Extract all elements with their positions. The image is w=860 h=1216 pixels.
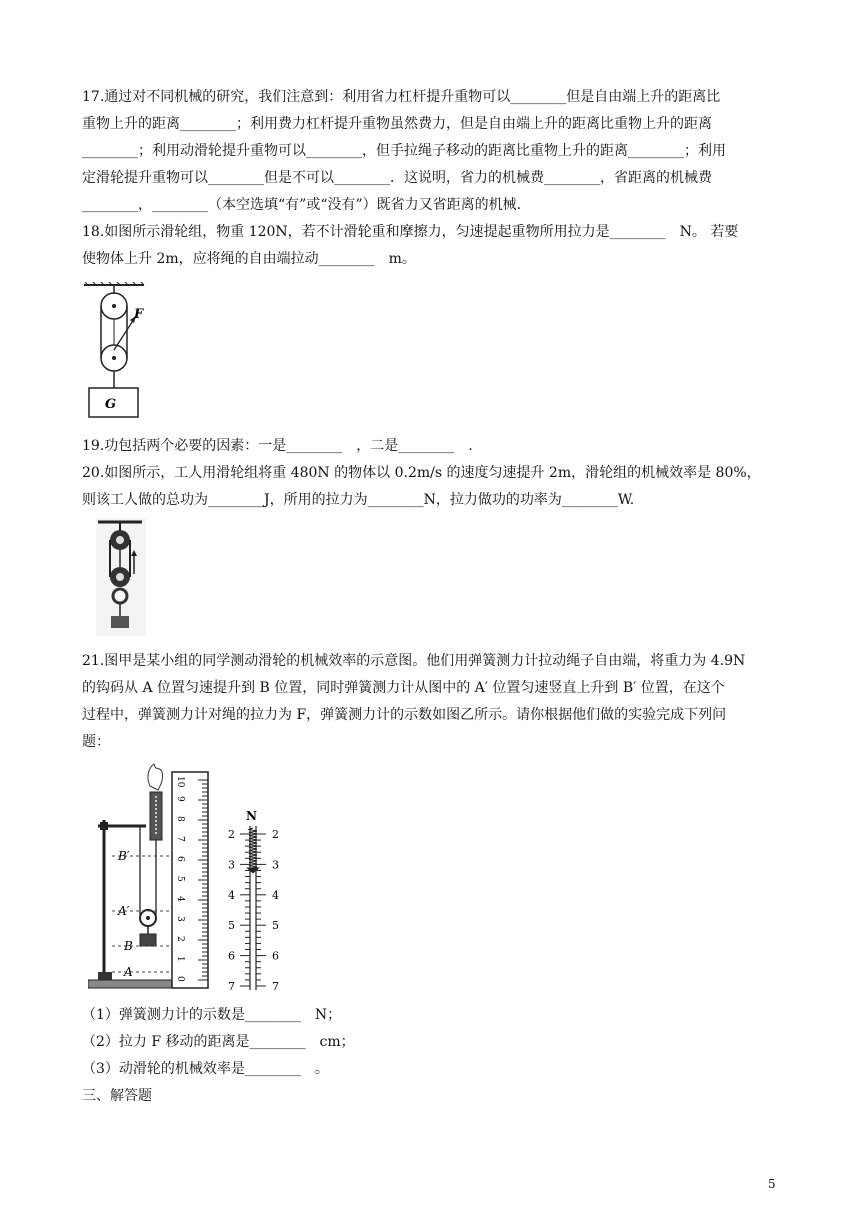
ruler-tick-label: 8 (175, 816, 185, 822)
question-20 (82, 460, 782, 514)
hand-icon (148, 764, 163, 790)
q21-sub-1: （1）弹簧测力计的示数是________ N； (82, 1007, 342, 1023)
question-21 (82, 648, 782, 756)
q21-line-3: 过程中，弹簧测力计对绳的拉力为 F，弹簧测力计的示数如图乙所示。请你根据他们做的实验完成下列问 (82, 707, 727, 723)
page-number: 5 (768, 1177, 776, 1191)
hook-weight (140, 934, 156, 946)
question-19 (82, 433, 782, 460)
q20-line-1: 20.如图所示，工人用滑轮组将重 480N 的物体以 0.2m/s 的速度匀速提升 2m，滑轮组的机械效率是 80%， (82, 465, 761, 481)
q17-line-4: 定滑轮提升重物可以________但是不可以________．这说明，省力的机械费________，省距离的机械费 (82, 170, 712, 186)
q18-pulley-figure (84, 282, 154, 418)
q20-line-2: 则该工人做的总功为________J，所用的拉力为________N，拉力做功的功率为________W. (82, 492, 635, 508)
meter-tick-label: 2 (228, 828, 235, 841)
label-b-prime: B′ (118, 849, 130, 863)
meter-tick-label: 2 (272, 828, 279, 841)
weight-label: G (105, 397, 117, 412)
q18-line-2: 使物体上升 2m，应将绳的自由端拉动________ m。 (82, 251, 416, 267)
ruler-tick-label: 10 (175, 776, 185, 788)
ruler-tick-label: 5 (175, 876, 185, 882)
meter-tick-label: 5 (228, 919, 235, 933)
ruler-tick-label: 3 (175, 916, 185, 922)
label-b: B (124, 939, 133, 953)
q21-sub-3: （3）动滑轮的机械效率是________ 。 (82, 1061, 329, 1077)
load-block (111, 616, 129, 628)
ruler-tick-label: 4 (175, 896, 185, 902)
q21-sub-2: （2）拉力 F 移动的距离是________ cm； (82, 1034, 355, 1050)
meter-tick-label: 6 (228, 949, 235, 963)
q17-line-5: ________，________（本空选填“有”或“没有”）既省力又省距离的机械. (82, 197, 522, 213)
ruler-tick-label: 0 (175, 976, 185, 982)
q17-line-1: 17.通过对不同机械的研究，我们注意到：利用省力杠杆提升重物可以________但是自由端上升的距离比 (82, 89, 721, 105)
question-18 (82, 219, 782, 273)
meter-tick-label: 4 (228, 888, 235, 902)
meter-tick-label: 5 (272, 919, 279, 933)
q21-line-4: 题： (82, 734, 110, 750)
ruler-tick-label: 6 (175, 856, 185, 862)
ruler-tick-label: 9 (175, 796, 185, 802)
meter-tick-label: 3 (272, 858, 279, 872)
q20-pulley-figure (96, 518, 146, 636)
q21-sub-questions (82, 1002, 782, 1083)
q18-line-1: 18.如图所示滑轮组，物重 120N，若不计滑轮重和摩擦力，匀速提起重物所用拉力是________ N。 若要 (82, 224, 739, 240)
meter-tick-label: 6 (272, 949, 279, 963)
ruler-tick-label: 7 (175, 836, 185, 842)
ceiling-hatch (84, 282, 144, 285)
q19-line: 19.功包括两个必要的因素：一是________ ，二是________ . (82, 438, 473, 454)
meter-tick-label: 3 (228, 858, 235, 872)
question-17 (82, 84, 782, 219)
q21-line-2: 的钩码从 A 位置匀速提升到 B 位置，同时弹簧测力计从图中的 A′ 位置匀速竖直上升到 B′ 位置，在这个 (82, 680, 725, 696)
q17-line-2: 重物上升的距离________；利用费力杠杆提升重物虽然费力，但是自由端上升的距离比重物上升的距离 (82, 116, 712, 132)
meter-tick-label: 4 (272, 888, 279, 902)
label-a-prime: A′ (118, 904, 130, 918)
meter-tick-label: 7 (228, 980, 235, 993)
ruler-tick-label: 1 (175, 956, 185, 962)
section-title (82, 1083, 782, 1110)
meter-unit: N (246, 809, 257, 823)
ruler-tick-label: 2 (175, 936, 185, 942)
meter-tick-label: 7 (272, 980, 279, 993)
q17-line-3: ________；利用动滑轮提升重物可以________，但手拉绳子移动的距离比重物上升的距离________；利用 (82, 143, 726, 159)
force-label: F (134, 307, 144, 322)
section-title-text: 三、解答题 (82, 1088, 152, 1104)
q21-line-1: 21.图甲是某小组的同学测动滑轮的机械效率的示意图。他们用弹簧测力计拉动绳子自由端，将重力为 4.9N (82, 653, 746, 669)
label-a: A (124, 965, 133, 979)
q21-experiment-figure (88, 758, 298, 998)
